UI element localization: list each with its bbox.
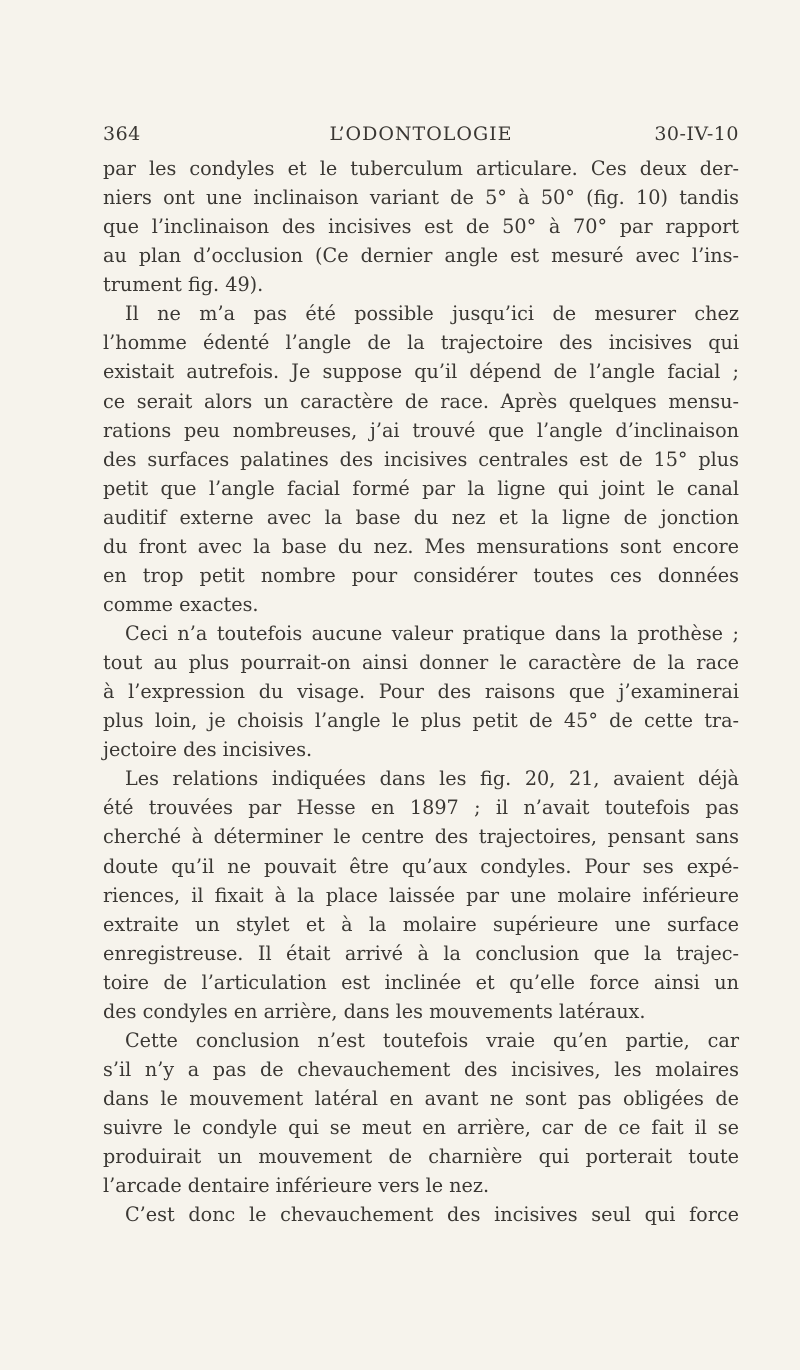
text-line: tout au plus pourrait-on ainsi donner le caractère de la race xyxy=(103,651,739,675)
text-line: riences, il fixait à la place laissée par une molaire inférieure xyxy=(103,883,739,907)
text-line: par les condyles et le tuberculum articulare. Ces deux der- xyxy=(103,157,739,180)
text-line: plus loin, je choisis l’angle le plus petit de 45° de cette tra- xyxy=(103,709,739,733)
text-line: l’arcade dentaire inférieure vers le nez. xyxy=(103,1174,490,1198)
paragraph xyxy=(103,1200,739,1229)
text-line: Les relations indiquées dans les fig. 20, 21, avaient déjà xyxy=(125,767,739,791)
text-line: trument fig. 49). xyxy=(103,273,264,297)
text-line: au plan d’occlusion (Ce dernier angle est mesuré avec l’ins- xyxy=(103,244,739,268)
text-line: Ceci n’a toutefois aucune valeur pratique dans la prothèse ; xyxy=(125,622,739,645)
text-line: été trouvées par Hesse en 1897 ; il n’avait toutefois pas xyxy=(103,796,739,820)
journal-title: L’ODONTOLOGIE xyxy=(329,123,513,145)
text-line: cherché à déterminer le centre des trajectoires, pensant sans xyxy=(103,825,739,849)
text-line: C’est donc le chevauchement des incisives seul qui force xyxy=(125,1203,739,1227)
text-line: s’il n’y a pas de chevauchement des incisives, les molaires xyxy=(103,1057,739,1081)
paragraph xyxy=(103,764,739,1026)
paragraph xyxy=(103,1026,739,1200)
text-line: à l’expression du visage. Pour des raisons que j’examinerai xyxy=(103,680,739,704)
text-line: Cette conclusion n’est toutefois vraie qu’en partie, car xyxy=(125,1028,739,1052)
page-number: 364 xyxy=(103,123,141,145)
text-line: du front avec la base du nez. Mes mensurations sont encore xyxy=(103,534,739,558)
text-line: des condyles en arrière, dans les mouvements latéraux. xyxy=(103,999,646,1023)
text-line: dans le mouvement latéral en avant ne sont pas obligées de xyxy=(103,1087,739,1110)
text-line: produirait un mouvement de charnière qui porterait toute xyxy=(103,1145,739,1169)
text-line: comme exactes. xyxy=(103,592,259,616)
text-line: des surfaces palatines des incisives centrales est de 15° plus xyxy=(103,447,739,471)
running-header xyxy=(103,123,739,153)
paragraph xyxy=(103,619,739,764)
text-line: en trop petit nombre pour considérer toutes ces données xyxy=(103,563,739,587)
paragraph xyxy=(103,154,739,299)
text-line: doute qu’il ne pouvait être qu’aux condyles. Pour ses expé- xyxy=(103,854,739,878)
text-line: auditif externe avec la base du nez et la ligne de jonction xyxy=(103,505,739,529)
text-line: petit que l’angle facial formé par la ligne qui joint le canal xyxy=(103,476,739,500)
text-line: jectoire des incisives. xyxy=(103,738,313,762)
text-line: extraite un stylet et à la molaire supérieure une surface xyxy=(103,912,739,936)
text-line: existait autrefois. Je suppose qu’il dépend de l’angle facial ; xyxy=(103,360,739,384)
text-line: l’homme édenté l’angle de la trajectoire des incisives qui xyxy=(103,331,739,355)
text-line: niers ont une inclinaison variant de 5° à 50° (fig. 10) tandis xyxy=(103,186,739,210)
text-line: toire de l’articulation est inclinée et qu’elle force ainsi un xyxy=(103,970,739,994)
body-text xyxy=(103,154,739,1229)
text-line: Il ne m’a pas été possible jusqu’ici de mesurer chez xyxy=(125,302,739,326)
issue-date: 30-IV-10 xyxy=(654,123,739,145)
text-line: ce serait alors un caractère de race. Après quelques mensu- xyxy=(103,389,739,413)
text-line: enregistreuse. Il était arrivé à la conclusion que la trajec- xyxy=(103,941,739,965)
text-line: que l’inclinaison des incisives est de 50° à 70° par rapport xyxy=(103,215,739,239)
text-line: suivre le condyle qui se meut en arrière, car de ce fait il se xyxy=(103,1116,739,1140)
text-line: rations peu nombreuses, j’ai trouvé que l’angle d’inclinaison xyxy=(103,418,739,442)
paragraph xyxy=(103,299,739,619)
